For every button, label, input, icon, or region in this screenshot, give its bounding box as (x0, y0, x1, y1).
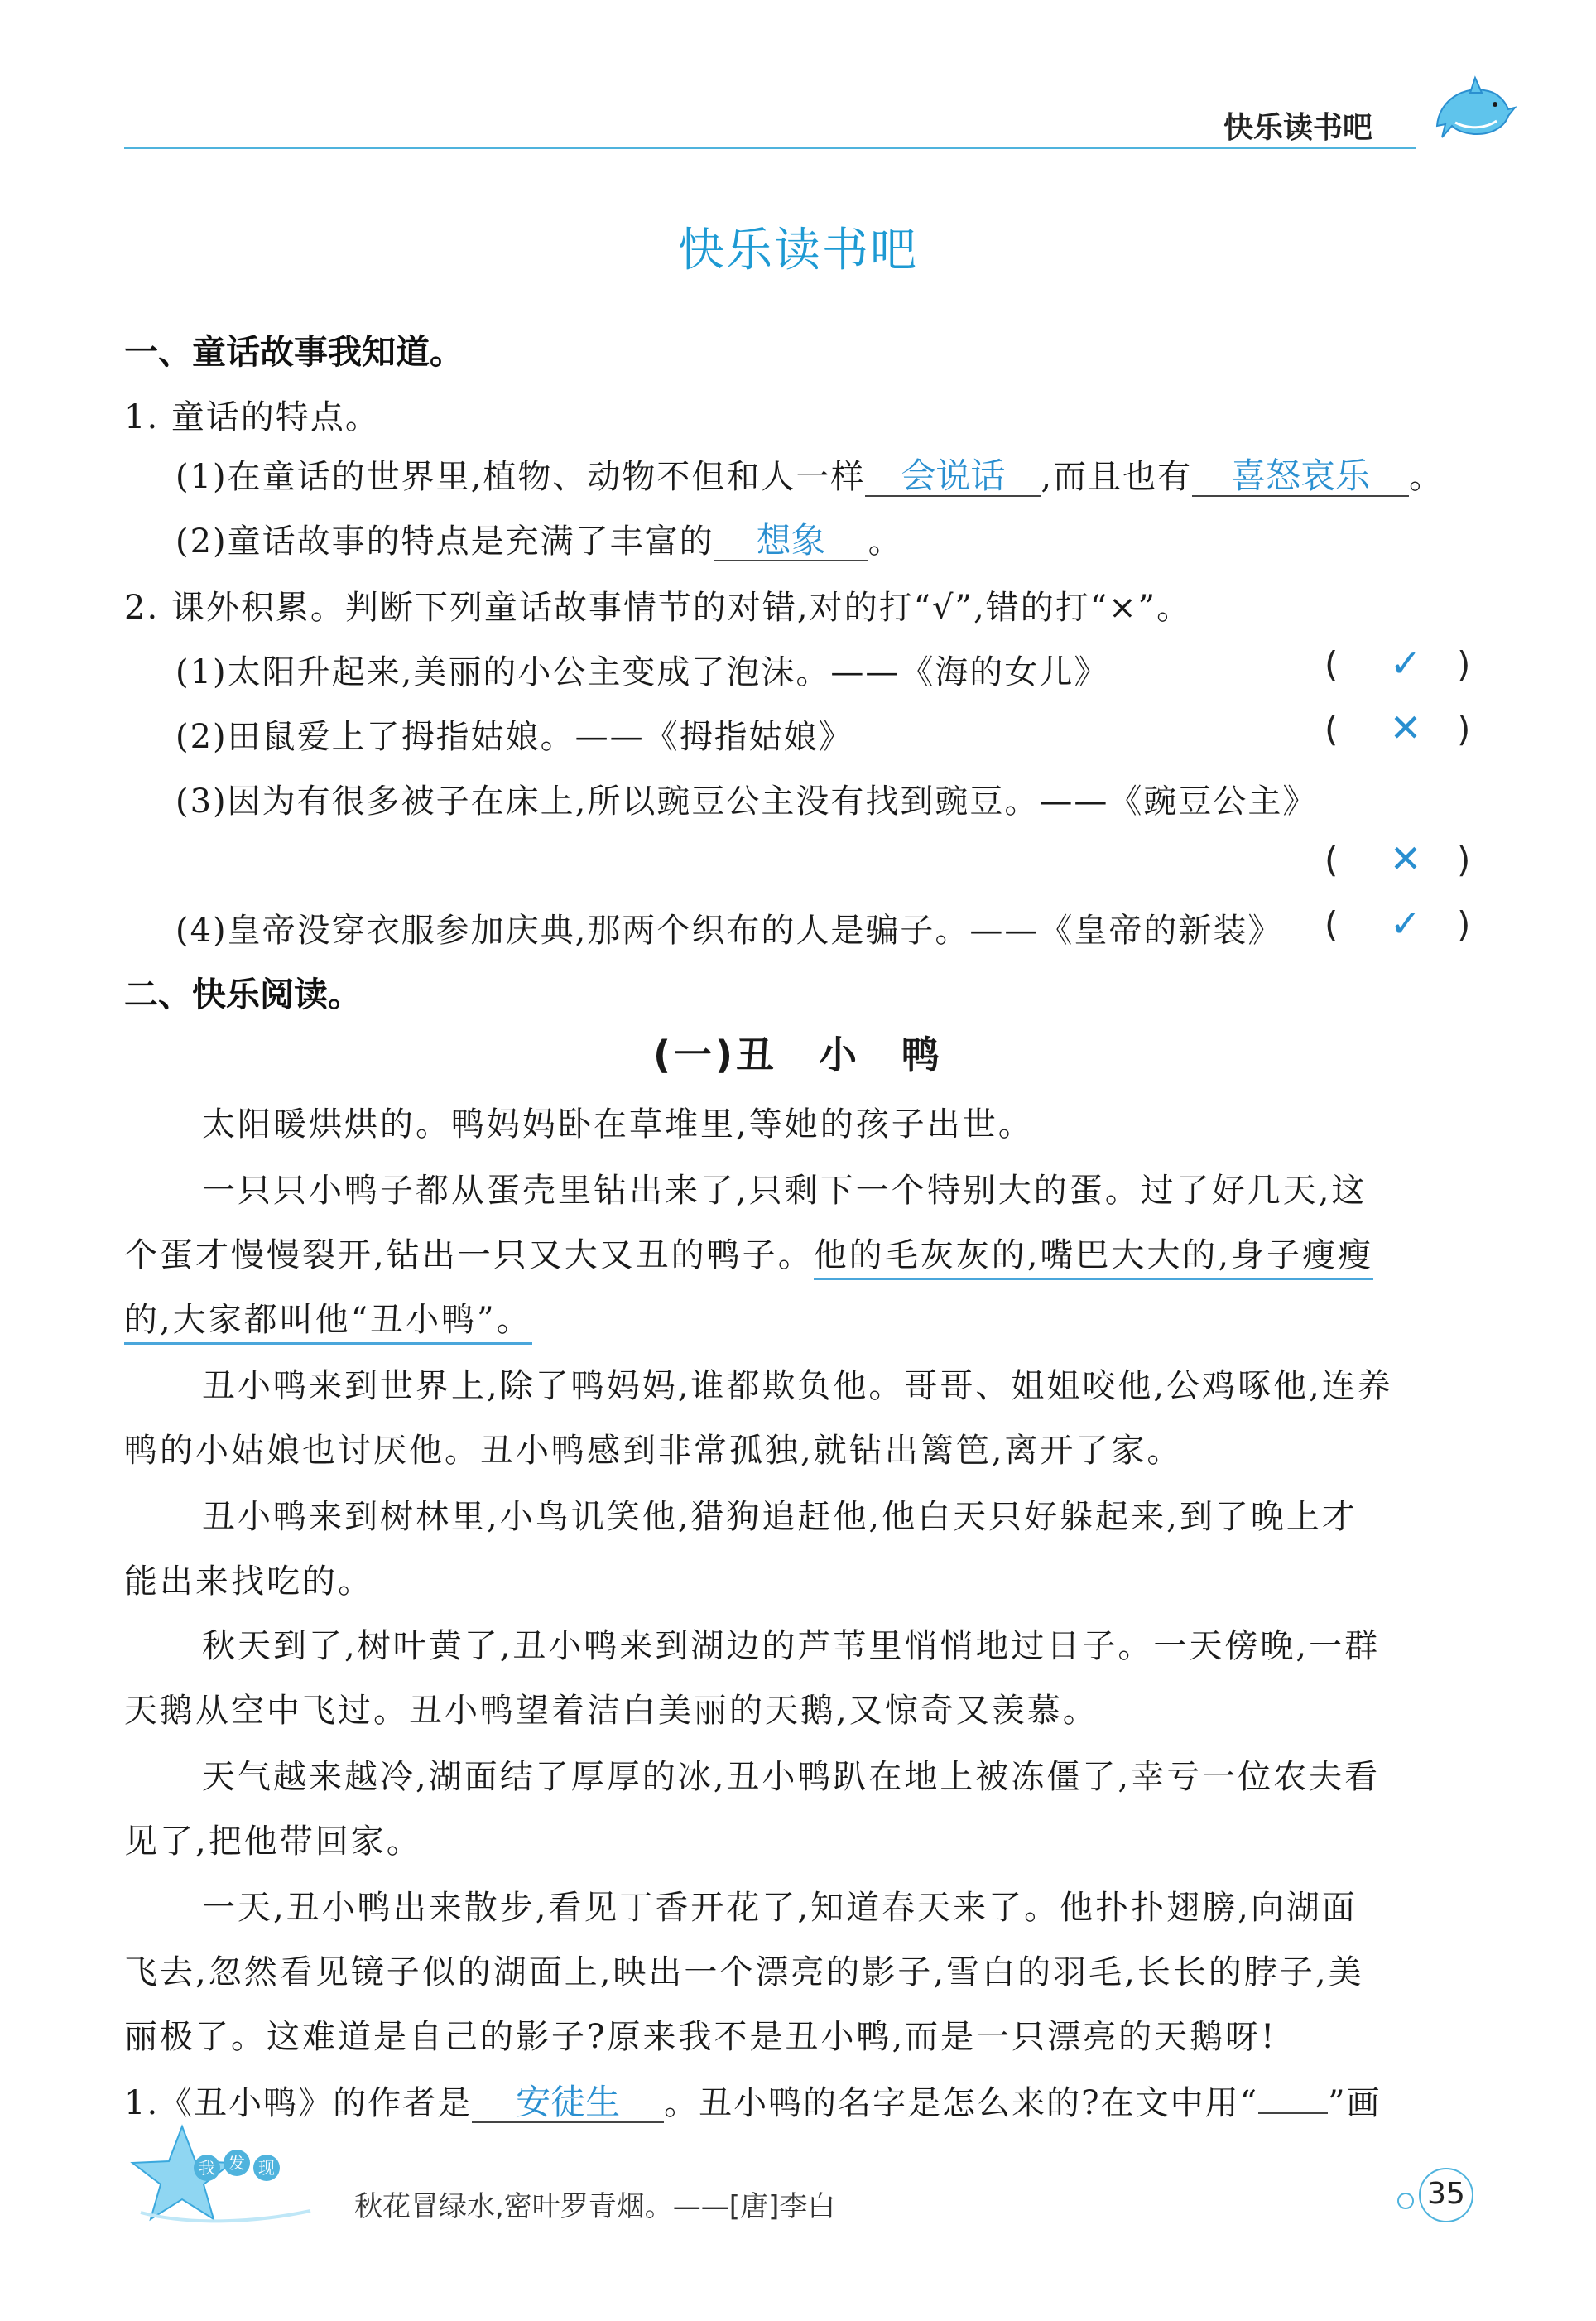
answer-blank-3: 想象 (714, 522, 868, 561)
story-paragraph-2-line-1: 一只只小鸭子都从蛋壳里钻出来了,只剩下一个特别大的蛋。过了好几天,这 (202, 1172, 1368, 1210)
sentence-1-end: 。 (1409, 458, 1445, 496)
checkmark-icon: ✓ (1389, 641, 1422, 686)
story-paragraph-4-line-1: 丑小鸭来到树林里,小鸟讥笑他,猎狗追赶他,他白天只好躲起来,到了晚上才 (202, 1498, 1358, 1536)
checkmark-icon: ✓ (1389, 901, 1422, 946)
header-rule (124, 147, 1416, 149)
question-2-label: 2. 课外积累。判断下列童话故事情节的对错,对的打“√”,错的打“×”。 (124, 589, 1192, 627)
paragraph-2-plain: 个蛋才慢慢裂开,钻出一只又大又丑的鸭子。 (124, 1236, 814, 1274)
paren-open: ( (1324, 644, 1339, 685)
dolphin-icon (1422, 68, 1521, 159)
section-heading-2: 二、快乐阅读。 (124, 975, 362, 1014)
paren-close: ) (1457, 709, 1471, 749)
cross-icon: ✕ (1389, 836, 1422, 881)
question-1-sentence-1 (175, 450, 1444, 498)
footer-quote: 秋花冒绿水,密叶罗青烟。——[唐]李白 (354, 2190, 836, 2223)
starfish-icon (124, 2120, 315, 2227)
paren-open: ( (1324, 840, 1339, 880)
page-title: 快乐读书吧 (678, 224, 918, 277)
cross-icon: ✕ (1389, 705, 1422, 750)
question-1-label: 1. 童话的特点。 (124, 398, 380, 436)
footer-badge-char-3: 现 (253, 2155, 280, 2181)
judgement-mark-2 (1324, 705, 1471, 750)
story-paragraph-4-line-2: 能出来找吃的。 (124, 1563, 373, 1601)
question-1-sentence-2 (175, 515, 903, 562)
judgement-item-2: (2)田鼠爱上了拇指姑娘。——《拇指姑娘》 (175, 718, 853, 756)
section-heading-1: 一、童话故事我知道。 (124, 332, 464, 372)
story-paragraph-5-line-1: 秋天到了,树叶黄了,丑小鸭来到湖边的芦苇里悄悄地过日子。一天傍晚,一群 (202, 1627, 1381, 1665)
story-paragraph-3-line-1: 丑小鸭来到世界上,除了鸭妈妈,谁都欺负他。哥哥、姐姐咬他,公鸡啄他,连养 (202, 1367, 1393, 1405)
judgement-mark-3 (1324, 836, 1471, 881)
story-paragraph-6-line-2: 见了,把他带回家。 (124, 1823, 422, 1861)
story-paragraph-7-line-3: 丽极了。这难道是自己的影子?原来我不是丑小鸭,而是一只漂亮的天鹅呀! (124, 2018, 1277, 2056)
underlined-sentence-part-1: 他的毛灰灰的,嘴巴大大的,身子瘦瘦 (814, 1236, 1373, 1280)
answer-blank-1: 会说话 (865, 457, 1041, 497)
story-paragraph-6-line-1: 天气越来越冷,湖面结了厚厚的冰,丑小鸭趴在地上被冻僵了,幸亏一位农夫看 (202, 1758, 1381, 1796)
page-number-dot (1397, 2193, 1414, 2209)
reading-question-text: 。丑小鸭的名字是怎么来的?在文中用“ (664, 2084, 1259, 2122)
paren-close: ) (1457, 840, 1471, 880)
sentence-1-prefix: (1)在童话的世界里,植物、动物不但和人一样 (175, 458, 866, 496)
paren-open: ( (1324, 709, 1339, 749)
story-title: (一)丑 小 鸭 (652, 1033, 944, 1077)
judgement-mark-1 (1324, 641, 1471, 686)
footer-badge-char-2: 发 (224, 2150, 250, 2176)
header-section-label: 快乐读书吧 (1223, 111, 1373, 145)
sentence-1-middle: ,而且也有 (1041, 458, 1193, 496)
story-paragraph-7-line-1: 一天,丑小鸭出来散步,看见丁香开花了,知道春天来了。他扑扑翅膀,向湖面 (202, 1889, 1358, 1927)
underline-symbol-blank (1258, 2079, 1328, 2114)
reading-question-tail: ”画 (1328, 2084, 1382, 2122)
story-paragraph-2-line-2 (124, 1229, 1373, 1276)
sentence-2-end: 。 (868, 522, 903, 561)
author-answer-blank: 安徒生 (472, 2083, 664, 2123)
paren-close: ) (1457, 904, 1471, 945)
reading-question-prefix: 1.《丑小鸭》的作者是 (124, 2084, 473, 2122)
page-number: 35 (1419, 2168, 1473, 2222)
paren-open: ( (1324, 904, 1339, 945)
story-paragraph-3-line-2: 鸭的小姑娘也讨厌他。丑小鸭感到非常孤独,就钻出篱笆,离开了家。 (124, 1432, 1183, 1470)
judgement-item-1: (1)太阳升起来,美丽的小公主变成了泡沫。——《海的女儿》 (175, 653, 1109, 691)
story-paragraph-1: 太阳暖烘烘的。鸭妈妈卧在草堆里,等她的孩子出世。 (202, 1105, 1034, 1144)
judgement-item-3: (3)因为有很多被子在床上,所以豌豆公主没有找到豌豆。——《豌豆公主》 (175, 782, 1318, 821)
paren-close: ) (1457, 644, 1471, 685)
footer-badge-char-1: 我 (194, 2155, 220, 2181)
answer-blank-2: 喜怒哀乐 (1192, 457, 1409, 497)
reading-question-1 (124, 2077, 1382, 2124)
story-paragraph-7-line-2: 飞去,忽然看见镜子似的湖面上,映出一个漂亮的影子,雪白的羽毛,长长的脖子,美 (124, 1953, 1364, 1991)
judgement-mark-4 (1324, 901, 1471, 946)
story-paragraph-2-line-3 (124, 1293, 532, 1341)
story-paragraph-5-line-2: 天鹅从空中飞过。丑小鸭望着洁白美丽的天鹅,又惊奇又羡慕。 (124, 1692, 1098, 1730)
underlined-sentence-part-2: 的,大家都叫他“丑小鸭”。 (124, 1301, 532, 1345)
sentence-2-prefix: (2)童话故事的特点是充满了丰富的 (175, 522, 714, 561)
judgement-item-4: (4)皇帝没穿衣服参加庆典,那两个织布的人是骗子。——《皇帝的新装》 (175, 912, 1283, 950)
